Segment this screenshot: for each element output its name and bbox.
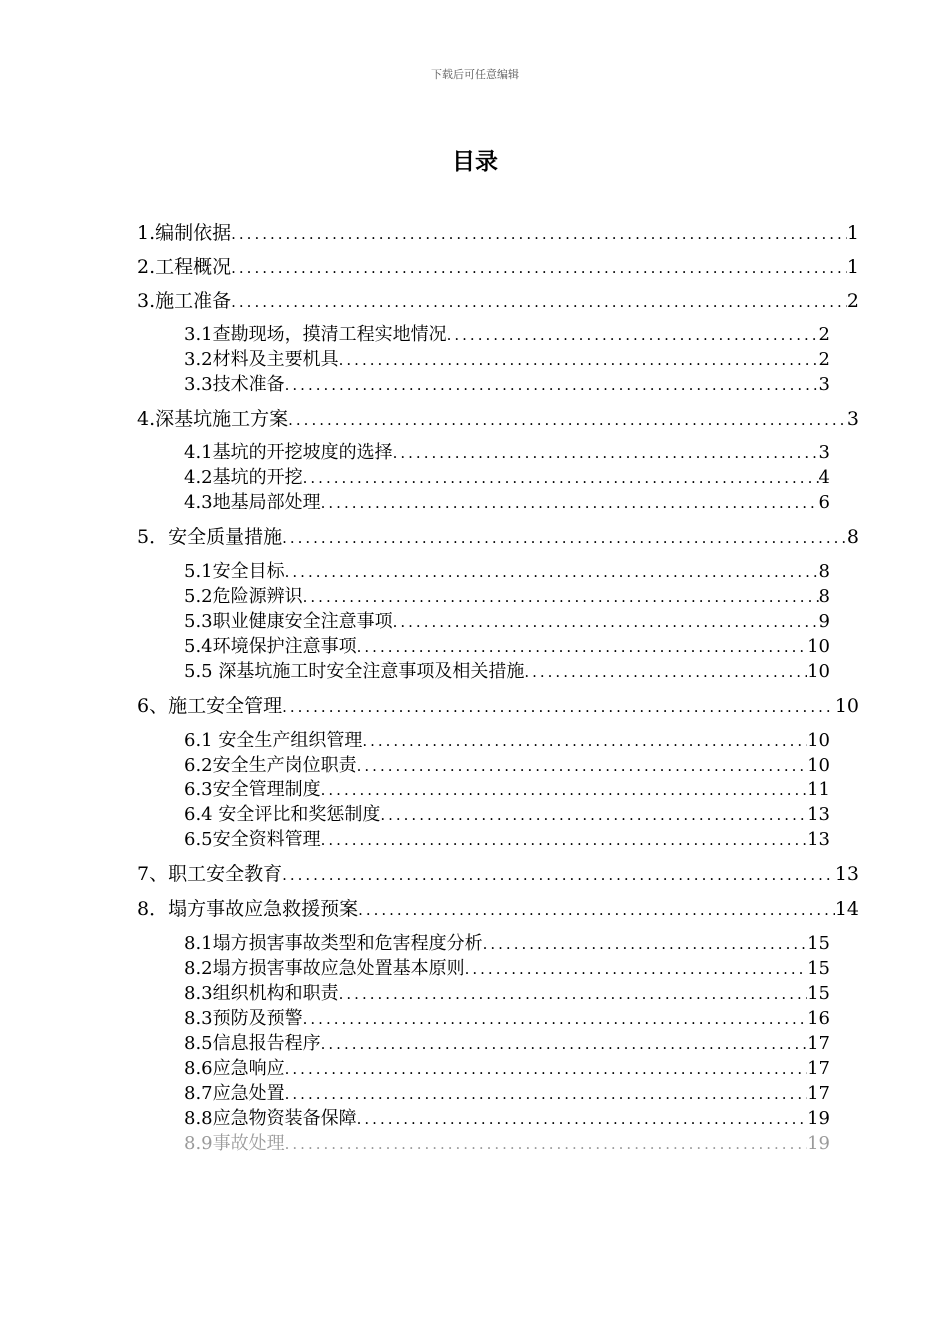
toc-entry-label: 4.2基坑的开挖	[184, 467, 303, 488]
toc-page-number: 17	[807, 1033, 830, 1054]
toc-dot-leader	[303, 584, 819, 610]
toc-entry-label: 4.3地基局部处理	[184, 492, 321, 513]
toc-entry-label: 3.3技术准备	[184, 374, 285, 395]
toc-subsection-entry[interactable]	[184, 440, 830, 466]
toc-page-number: 2	[846, 290, 859, 312]
toc-dot-leader	[465, 956, 807, 982]
toc-dot-leader	[357, 753, 807, 779]
toc-dot-leader	[447, 322, 819, 348]
toc-dot-leader	[282, 862, 835, 888]
toc-dot-leader	[321, 827, 807, 853]
toc-subsection-entry[interactable]	[184, 931, 830, 957]
page-header-note: 下载后可任意编辑	[431, 68, 519, 81]
toc-entry-label: 8.2塌方损害事故应急处置基本原则	[184, 958, 465, 979]
toc-entry-label: 1.编制依据	[137, 222, 232, 244]
toc-page-number: 16	[807, 1008, 830, 1029]
toc-section-entry[interactable]	[137, 524, 859, 550]
toc-section-entry[interactable]	[137, 406, 859, 432]
toc-page-number: 17	[807, 1083, 830, 1104]
toc-entry-label: 5.2危险源辨识	[184, 586, 303, 607]
toc-page-number: 13	[834, 863, 859, 885]
toc-dot-leader	[285, 1081, 807, 1107]
toc-entry-label: 8.3预防及预警	[184, 1008, 303, 1029]
toc-subsection-entry[interactable]	[184, 372, 830, 398]
toc-subsection-entry[interactable]	[184, 827, 830, 853]
toc-entry-label: 7、职工安全教育	[137, 863, 283, 885]
toc-entry-label: 6.5安全资料管理	[184, 829, 321, 850]
toc-subsection-entry[interactable]	[184, 465, 830, 491]
toc-entry-label: 3.1查勘现场，摸清工程实地情况	[184, 324, 447, 345]
toc-dot-leader	[303, 465, 819, 491]
toc-subsection-entry[interactable]	[184, 659, 830, 685]
toc-dot-leader	[231, 289, 847, 315]
toc-page-number: 6	[818, 492, 830, 513]
toc-page-number: 10	[807, 730, 830, 751]
toc-dot-leader	[321, 777, 807, 803]
toc-entry-label: 8.7应急处置	[184, 1083, 285, 1104]
toc-page-number: 8	[846, 526, 859, 548]
toc-subsection-entry[interactable]	[184, 584, 830, 610]
toc-dot-leader	[380, 802, 807, 828]
toc-dot-leader	[358, 897, 835, 923]
toc-dot-leader	[524, 659, 807, 685]
toc-section-entry[interactable]	[137, 254, 859, 280]
toc-section-entry[interactable]	[137, 693, 859, 719]
toc-entry-label: 5.4环境保护注意事项	[184, 636, 357, 657]
toc-entry-label: 6.2安全生产岗位职责	[184, 755, 357, 776]
toc-page-number: 3	[818, 442, 830, 463]
toc-dot-leader	[362, 728, 807, 754]
toc-entry-label: 6.1 安全生产组织管理	[184, 730, 363, 751]
toc-entry-label: 6.4 安全评比和奖惩制度	[184, 804, 381, 825]
toc-dot-leader	[231, 255, 847, 281]
toc-page-number: 19	[807, 1133, 830, 1154]
toc-dot-leader	[285, 372, 819, 398]
toc-section-entry[interactable]	[137, 896, 859, 922]
toc-section-entry[interactable]	[137, 220, 859, 246]
toc-dot-leader	[288, 407, 847, 433]
toc-subsection-entry[interactable]	[184, 347, 830, 373]
toc-dot-leader	[285, 1056, 807, 1082]
toc-page-number: 4	[818, 467, 830, 488]
toc-page-number: 8	[818, 561, 830, 582]
toc-subsection-entry[interactable]	[184, 802, 830, 828]
toc-entry-label: 4.深基坑施工方案	[137, 408, 289, 430]
toc-entry-label: 3.2材料及主要机具	[184, 349, 339, 370]
toc-subsection-entry[interactable]	[184, 753, 830, 779]
toc-page-number: 8	[818, 586, 830, 607]
toc-entry-label: 5．安全质量措施	[137, 526, 283, 548]
toc-page-number: 13	[807, 829, 830, 850]
toc-page-number: 19	[807, 1108, 830, 1129]
toc-entry-label: 8.1塌方损害事故类型和危害程度分析	[184, 933, 483, 954]
toc-title: 目录	[452, 148, 498, 175]
toc-entry-label: 8.9事故处理	[184, 1133, 285, 1154]
toc-subsection-entry[interactable]	[184, 1081, 830, 1107]
toc-page-number: 11	[807, 779, 830, 800]
toc-page-number: 10	[807, 636, 830, 657]
toc-entry-label: 2.工程概况	[137, 256, 232, 278]
toc-page-number: 15	[807, 983, 830, 1004]
toc-page-number: 2	[818, 349, 830, 370]
toc-entry-label: 8.3组织机构和职责	[184, 983, 339, 1004]
toc-dot-leader	[357, 634, 807, 660]
toc-subsection-entry[interactable]	[184, 956, 830, 982]
toc-dot-leader	[393, 609, 819, 635]
toc-subsection-entry[interactable]	[184, 981, 830, 1007]
toc-entry-label: 5.3职业健康安全注意事项	[184, 611, 393, 632]
toc-subsection-entry[interactable]	[184, 609, 830, 635]
toc-dot-leader	[339, 347, 819, 373]
toc-dot-leader	[357, 1106, 807, 1132]
toc-dot-leader	[282, 694, 835, 720]
toc-entry-label: 8.8应急物资装备保障	[184, 1108, 357, 1129]
toc-page-number: 10	[807, 755, 830, 776]
toc-subsection-entry[interactable]	[184, 559, 830, 585]
toc-page-number: 13	[807, 804, 830, 825]
toc-section-entry[interactable]	[137, 288, 859, 314]
toc-entry-label: 8.6应急响应	[184, 1058, 285, 1079]
toc-page-number: 2	[818, 324, 830, 345]
toc-entry-label: 4.1基坑的开挖坡度的选择	[184, 442, 393, 463]
toc-subsection-entry[interactable]	[184, 634, 830, 660]
toc-subsection-entry[interactable]	[184, 728, 830, 754]
toc-dot-leader	[285, 1131, 807, 1157]
toc-dot-leader	[303, 1006, 807, 1032]
toc-entry-label: 8.5信息报告程序	[184, 1033, 321, 1054]
toc-dot-leader	[282, 525, 847, 551]
toc-page-number: 15	[807, 933, 830, 954]
toc-page-number: 17	[807, 1058, 830, 1079]
toc-section-entry[interactable]	[137, 861, 859, 887]
toc-subsection-entry[interactable]	[184, 1031, 830, 1057]
toc-subsection-entry[interactable]	[184, 1106, 830, 1132]
toc-entry-label: 8．塌方事故应急救援预案	[137, 898, 359, 920]
toc-subsection-entry[interactable]	[184, 1006, 830, 1032]
toc-subsection-entry[interactable]	[184, 1056, 830, 1082]
toc-page-number: 3	[846, 408, 859, 430]
toc-dot-leader	[321, 1031, 807, 1057]
toc-entry-label: 3.施工准备	[137, 290, 232, 312]
toc-entry-label: 5.5 深基坑施工时安全注意事项及相关措施	[184, 661, 525, 682]
toc-dot-leader	[231, 221, 847, 247]
toc-dot-leader	[483, 931, 807, 957]
toc-entry-label: 5.1安全目标	[184, 561, 285, 582]
toc-dot-leader	[285, 559, 819, 585]
toc-entry-label: 6.3安全管理制度	[184, 779, 321, 800]
toc-page-number: 10	[807, 661, 830, 682]
toc-dot-leader	[321, 490, 819, 516]
toc-page-number: 9	[818, 611, 830, 632]
toc-subsection-entry[interactable]	[184, 777, 830, 803]
toc-subsection-entry[interactable]	[184, 1131, 830, 1157]
toc-page-number: 15	[807, 958, 830, 979]
toc-entry-label: 6、施工安全管理	[137, 695, 283, 717]
toc-page-number: 1	[846, 256, 859, 278]
toc-subsection-entry[interactable]	[184, 322, 830, 348]
toc-dot-leader	[393, 440, 819, 466]
toc-page-number: 14	[834, 898, 859, 920]
toc-page-number: 3	[818, 374, 830, 395]
toc-subsection-entry[interactable]	[184, 490, 830, 516]
toc-page-number: 10	[834, 695, 859, 717]
toc-dot-leader	[339, 981, 807, 1007]
toc-page-number: 1	[846, 222, 859, 244]
